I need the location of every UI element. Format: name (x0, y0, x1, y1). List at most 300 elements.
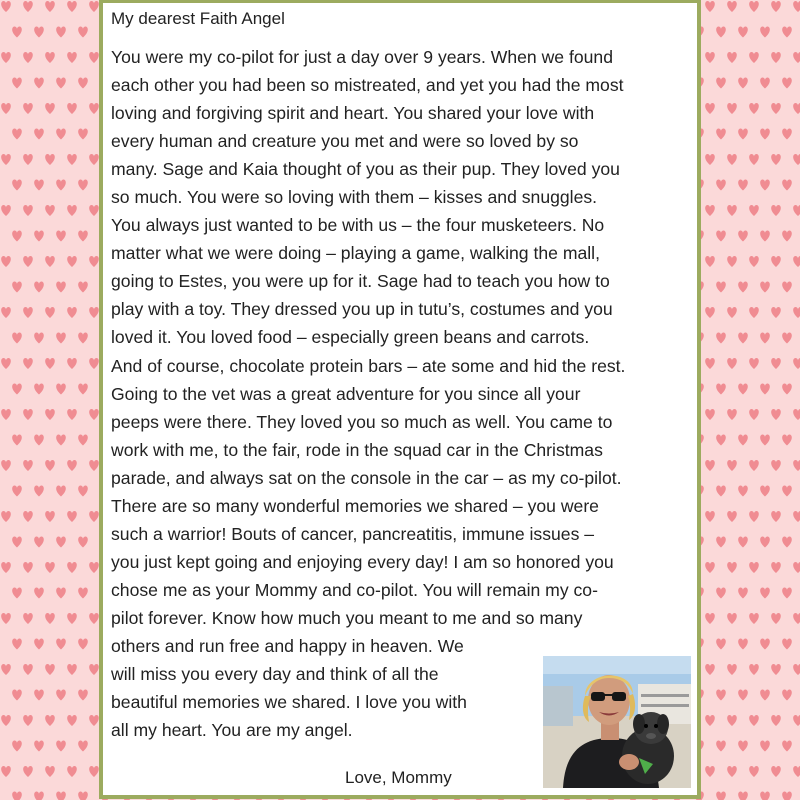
heart-icon (782, 690, 792, 701)
heart-icon (760, 690, 770, 701)
heart-icon (716, 792, 726, 800)
letter-line: others and run free and happy in heaven. We (111, 635, 464, 656)
heart-icon (716, 180, 726, 191)
heart-icon (89, 256, 99, 267)
heart-icon (56, 180, 66, 191)
heart-icon (749, 460, 759, 471)
heart-icon (738, 588, 748, 599)
heart-icon (45, 52, 55, 63)
letter-line: each other you had been so mistreated, and yet you had the most (111, 75, 624, 96)
heart-icon (760, 792, 770, 800)
heart-icon (78, 690, 88, 701)
letter-body (111, 43, 696, 744)
heart-icon (45, 256, 55, 267)
heart-icon (749, 613, 759, 624)
heart-icon (34, 333, 44, 344)
heart-icon (793, 409, 800, 420)
letter-line: beautiful memories we shared. I love you with (111, 692, 467, 713)
letter-card (99, 0, 701, 799)
letter-line: many. Sage and Kaia thought of you as their pup. They loved you (111, 159, 620, 180)
heart-icon (78, 231, 88, 242)
heart-icon (727, 766, 737, 777)
heart-icon (34, 129, 44, 140)
heart-icon (738, 180, 748, 191)
heart-icon (89, 205, 99, 216)
heart-icon (705, 715, 715, 726)
heart-icon (738, 792, 748, 800)
letter-line: you just kept going and enjoying every day! I am so honored you (111, 551, 614, 572)
heart-icon (12, 486, 22, 497)
heart-icon (23, 766, 33, 777)
heart-icon (89, 511, 99, 522)
letter-greeting: My dearest Faith Angel (111, 9, 285, 28)
heart-icon (705, 256, 715, 267)
heart-icon (727, 562, 737, 573)
heart-icon (760, 435, 770, 446)
heart-icon (45, 613, 55, 624)
heart-icon (771, 460, 781, 471)
heart-icon (793, 358, 800, 369)
heart-icon (716, 435, 726, 446)
heart-icon (782, 486, 792, 497)
heart-icon (56, 78, 66, 89)
heart-icon (1, 205, 11, 216)
heart-icon (67, 766, 77, 777)
heart-icon (760, 78, 770, 89)
heart-icon (1, 1, 11, 12)
heart-icon (89, 103, 99, 114)
heart-icon (760, 639, 770, 650)
heart-icon (782, 435, 792, 446)
heart-icon (771, 664, 781, 675)
heart-icon (716, 690, 726, 701)
letter-line: You were my co-pilot for just a day over 9 years. When we found (111, 47, 613, 67)
heart-icon (45, 409, 55, 420)
heart-icon (749, 358, 759, 369)
heart-icon (34, 27, 44, 38)
heart-icon (78, 27, 88, 38)
heart-icon (727, 256, 737, 267)
heart-icon (89, 562, 99, 573)
heart-icon (793, 766, 800, 777)
heart-icon (771, 358, 781, 369)
heart-icon (12, 537, 22, 548)
heart-icon (56, 741, 66, 752)
heart-icon (78, 537, 88, 548)
heart-icon (727, 103, 737, 114)
heart-icon (23, 460, 33, 471)
heart-icon (45, 562, 55, 573)
woman-with-dog-photo (543, 656, 691, 788)
heart-icon (89, 52, 99, 63)
letter-line: parade, and always sat on the console in the car – as my co-pilot. (111, 467, 622, 488)
letter-line: play with a toy. They dressed you up in tutu’s, costumes and you (111, 299, 613, 320)
heart-icon (716, 129, 726, 140)
heart-icon (56, 231, 66, 242)
heart-icon (738, 690, 748, 701)
heart-icon (760, 741, 770, 752)
heart-icon (23, 715, 33, 726)
heart-icon (760, 486, 770, 497)
heart-icon (782, 180, 792, 191)
letter-line: loved it. You loved food – especially green beans and carrots. (111, 327, 590, 348)
heart-icon (78, 639, 88, 650)
heart-icon (23, 613, 33, 624)
heart-icon (67, 511, 77, 522)
heart-icon (89, 409, 99, 420)
heart-icon (716, 639, 726, 650)
heart-icon (727, 409, 737, 420)
heart-icon (56, 588, 66, 599)
heart-icon (705, 613, 715, 624)
heart-icon (67, 52, 77, 63)
heart-icon (771, 154, 781, 165)
heart-icon (749, 1, 759, 12)
heart-icon (716, 78, 726, 89)
heart-icon (78, 792, 88, 800)
heart-icon (23, 358, 33, 369)
heart-icon (727, 613, 737, 624)
heart-icon (705, 103, 715, 114)
heart-icon (727, 511, 737, 522)
heart-icon (782, 129, 792, 140)
heart-icon (78, 384, 88, 395)
heart-icon (771, 103, 781, 114)
letter-line: going to Estes, you were up for it. Sage had to teach you how to (111, 271, 610, 292)
heart-icon (738, 129, 748, 140)
heart-icon (56, 537, 66, 548)
heart-icon (34, 690, 44, 701)
letter-line: Going to the vet was a great adventure for you since all your (111, 383, 581, 404)
heart-icon (56, 129, 66, 140)
heart-icon (23, 307, 33, 318)
heart-icon (738, 27, 748, 38)
heart-icon (727, 1, 737, 12)
heart-icon (760, 180, 770, 191)
heart-icon (12, 741, 22, 752)
heart-icon (67, 205, 77, 216)
heart-icon (738, 537, 748, 548)
heart-icon (12, 384, 22, 395)
heart-icon (34, 639, 44, 650)
heart-icon (78, 129, 88, 140)
heart-icon (738, 78, 748, 89)
heart-icon (749, 715, 759, 726)
heart-icon (749, 307, 759, 318)
heart-icon (727, 664, 737, 675)
letter-line: And of course, chocolate protein bars – ate some and hid the rest. (111, 355, 626, 376)
heart-icon (89, 154, 99, 165)
heart-icon (716, 588, 726, 599)
heart-icon (45, 511, 55, 522)
heart-icon (716, 486, 726, 497)
heart-icon (67, 715, 77, 726)
heart-icon (23, 664, 33, 675)
heart-icon (771, 205, 781, 216)
heart-icon (34, 588, 44, 599)
letter-line: pilot forever. Know how much you meant to me and so many (111, 607, 583, 628)
heart-icon (12, 588, 22, 599)
heart-icon (771, 715, 781, 726)
letter-line: There are so many wonderful memories we shared – you were (111, 495, 599, 516)
heart-icon (89, 766, 99, 777)
heart-icon (705, 766, 715, 777)
heart-icon (793, 664, 800, 675)
heart-icon (738, 384, 748, 395)
heart-icon (67, 307, 77, 318)
heart-icon (56, 792, 66, 800)
heart-icon (78, 282, 88, 293)
heart-icon (12, 282, 22, 293)
heart-icon (738, 231, 748, 242)
heart-icon (793, 154, 800, 165)
heart-icon (771, 511, 781, 522)
heart-icon (23, 409, 33, 420)
heart-icon (78, 435, 88, 446)
heart-icon (34, 384, 44, 395)
heart-icon (793, 103, 800, 114)
heart-icon (738, 639, 748, 650)
heart-icon (760, 384, 770, 395)
heart-icon (89, 460, 99, 471)
heart-icon (45, 103, 55, 114)
heart-icon (67, 154, 77, 165)
heart-icon (1, 562, 11, 573)
heart-icon (12, 333, 22, 344)
heart-icon (45, 307, 55, 318)
heart-icon (771, 613, 781, 624)
heart-icon (760, 27, 770, 38)
letter-line: loving and forgiving spirit and heart. You shared your love with (111, 103, 595, 124)
heart-icon (23, 1, 33, 12)
heart-icon (705, 409, 715, 420)
heart-icon (749, 103, 759, 114)
heart-icon (793, 511, 800, 522)
heart-icon (705, 1, 715, 12)
heart-icon (56, 690, 66, 701)
heart-icon (782, 741, 792, 752)
heart-icon (749, 562, 759, 573)
heart-icon (34, 231, 44, 242)
heart-icon (56, 435, 66, 446)
heart-icon (749, 409, 759, 420)
heart-icon (749, 256, 759, 267)
heart-icon (12, 180, 22, 191)
heart-icon (705, 664, 715, 675)
heart-icon (749, 511, 759, 522)
heart-icon (782, 792, 792, 800)
heart-icon (12, 639, 22, 650)
heart-icon (23, 52, 33, 63)
heart-icon (716, 27, 726, 38)
heart-icon (738, 486, 748, 497)
heart-icon (1, 409, 11, 420)
heart-icon (45, 205, 55, 216)
letter-line: work with me, to the fair, rode in the squad car in the Christmas (111, 439, 603, 460)
heart-icon (705, 460, 715, 471)
letter-line: peeps were there. They loved you so much as well. You came to (111, 411, 613, 432)
heart-icon (67, 358, 77, 369)
heart-icon (760, 231, 770, 242)
heart-icon (716, 231, 726, 242)
heart-icon (89, 664, 99, 675)
heart-icon (78, 78, 88, 89)
heart-icon (782, 282, 792, 293)
heart-icon (34, 282, 44, 293)
heart-icon (738, 435, 748, 446)
heart-icon (34, 180, 44, 191)
heart-icon (760, 333, 770, 344)
heart-icon (89, 613, 99, 624)
heart-icon (45, 1, 55, 12)
letter-line: You always just wanted to be with us – the four musketeers. No (111, 215, 605, 236)
heart-icon (716, 384, 726, 395)
heart-icon (78, 741, 88, 752)
heart-icon (793, 1, 800, 12)
heart-icon (89, 307, 99, 318)
heart-icon (45, 358, 55, 369)
heart-icon (1, 664, 11, 675)
heart-icon (793, 715, 800, 726)
heart-icon (34, 78, 44, 89)
heart-icon (749, 154, 759, 165)
heart-icon (716, 333, 726, 344)
heart-icon (771, 256, 781, 267)
heart-icon (749, 52, 759, 63)
heart-icon (56, 27, 66, 38)
heart-icon (793, 562, 800, 573)
heart-icon (34, 741, 44, 752)
heart-icon (67, 256, 77, 267)
heart-icon (45, 664, 55, 675)
heart-icon (78, 486, 88, 497)
heart-icon (34, 435, 44, 446)
heart-icon (56, 282, 66, 293)
heart-icon (716, 537, 726, 548)
heart-icon (771, 1, 781, 12)
heart-icon (1, 511, 11, 522)
heart-icon (78, 588, 88, 599)
heart-icon (67, 460, 77, 471)
heart-icon (705, 511, 715, 522)
heart-icon (727, 715, 737, 726)
heart-icon (727, 154, 737, 165)
heart-icon (771, 52, 781, 63)
heart-icon (56, 486, 66, 497)
heart-icon (771, 307, 781, 318)
heart-icon (1, 256, 11, 267)
heart-icon (12, 690, 22, 701)
heart-icon (760, 282, 770, 293)
heart-icon (727, 307, 737, 318)
heart-icon (782, 78, 792, 89)
letter-line: matter what we were doing – playing a game, walking the mall, (111, 243, 600, 264)
heart-icon (760, 588, 770, 599)
heart-icon (1, 307, 11, 318)
heart-icon (45, 154, 55, 165)
heart-icon (67, 613, 77, 624)
letter-line: will miss you every day and think of all the (111, 664, 439, 685)
heart-icon (12, 435, 22, 446)
heart-icon (1, 52, 11, 63)
heart-icon (749, 664, 759, 675)
heart-icon (771, 562, 781, 573)
heart-icon (760, 129, 770, 140)
heart-icon (749, 205, 759, 216)
heart-icon (45, 460, 55, 471)
heart-icon (78, 333, 88, 344)
heart-icon (67, 103, 77, 114)
heart-icon (12, 231, 22, 242)
heart-icon (12, 129, 22, 140)
heart-icon (12, 78, 22, 89)
heart-icon (34, 486, 44, 497)
heart-icon (782, 639, 792, 650)
heart-icon (782, 27, 792, 38)
heart-icon (782, 588, 792, 599)
heart-icon (749, 766, 759, 777)
heart-icon (782, 384, 792, 395)
heart-icon (705, 154, 715, 165)
heart-icon (727, 52, 737, 63)
heart-icon (56, 384, 66, 395)
heart-icon (705, 307, 715, 318)
heart-icon (793, 613, 800, 624)
letter-line: such a warrior! Bouts of cancer, pancreatitis, immune issues – (111, 523, 595, 544)
heart-icon (771, 409, 781, 420)
heart-icon (67, 562, 77, 573)
heart-icon (738, 333, 748, 344)
heart-icon (34, 537, 44, 548)
heart-icon (67, 1, 77, 12)
heart-icon (716, 741, 726, 752)
heart-icon (56, 639, 66, 650)
heart-icon (1, 154, 11, 165)
heart-icon (23, 562, 33, 573)
heart-icon (1, 613, 11, 624)
heart-icon (793, 307, 800, 318)
photo-illustration (543, 656, 691, 788)
heart-icon (782, 537, 792, 548)
heart-icon (738, 741, 748, 752)
heart-icon (793, 205, 800, 216)
heart-icon (727, 460, 737, 471)
heart-icon (727, 205, 737, 216)
heart-icon (45, 766, 55, 777)
heart-icon (89, 358, 99, 369)
heart-icon (34, 792, 44, 800)
heart-icon (771, 766, 781, 777)
heart-icon (705, 205, 715, 216)
heart-icon (727, 358, 737, 369)
heart-icon (705, 52, 715, 63)
heart-icon (738, 282, 748, 293)
heart-icon (45, 715, 55, 726)
letter-line: chose me as your Mommy and co-pilot. You will remain my co- (111, 579, 598, 600)
heart-icon (67, 664, 77, 675)
heart-icon (23, 205, 33, 216)
heart-icon (793, 52, 800, 63)
heart-icon (1, 358, 11, 369)
heart-icon (23, 256, 33, 267)
heart-icon (760, 537, 770, 548)
heart-icon (89, 715, 99, 726)
heart-icon (1, 715, 11, 726)
heart-icon (67, 409, 77, 420)
heart-icon (1, 103, 11, 114)
heart-icon (12, 27, 22, 38)
heart-icon (1, 460, 11, 471)
